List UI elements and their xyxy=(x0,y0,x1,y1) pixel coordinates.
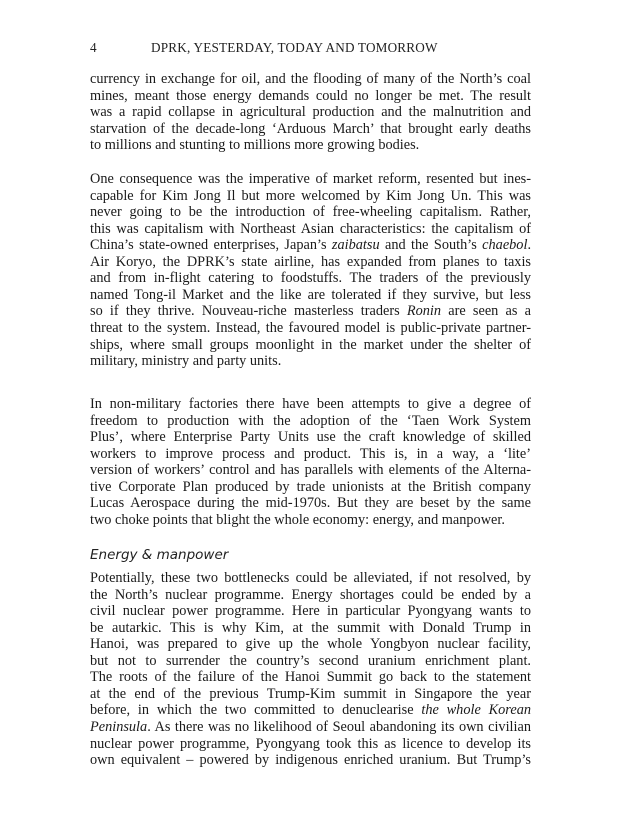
section-paragraph-line: Hanoi, was prepared to give up the whole Yongbyon nuclear facility, xyxy=(90,636,531,653)
section-paragraph-line: nuclear power programme, Pyongyang took this as licence to develop its xyxy=(90,735,531,752)
section-heading: Energy & manpower xyxy=(90,547,229,563)
paragraph-2-line: named Tong-il Market and the like are tolerated if they survive, but less xyxy=(90,286,531,303)
paragraph-3-line: two choke points that blight the whole economy: energy, and manpower. xyxy=(90,511,505,528)
paragraph-2-line: so if they thrive. Nouveau-riche masterless traders Ronin are seen as a xyxy=(90,303,531,320)
paragraph-2-line: Air Koryo, the DPRK’s state airline, has expanded from planes to taxis xyxy=(90,253,531,270)
paragraph-2-line: China’s state-owned enterprises, Japan’s zaibatsu and the South’s chaebol. xyxy=(90,237,532,254)
running-head-title: DPRK, YESTERDAY, TODAY AND TOMORROW xyxy=(151,40,438,55)
section-paragraph-line: the North’s nuclear programme. Energy shortages could be ended by a xyxy=(90,586,531,603)
paragraph-2-line: this was capitalism with Northeast Asian characteristics: the capitalism of xyxy=(90,220,531,237)
paragraph-2-line: threat to the system. Instead, the favoured model is public-private partner- xyxy=(90,319,531,336)
paragraph-1-line: currency in exchange for oil, and the flooding of many of the North’s coal xyxy=(90,71,531,87)
paragraph-2-line: ships, where small groups moonlight in the market under the shelter of xyxy=(90,336,531,353)
paragraph-1-line: mines, meant those energy demands could no longer be met. The result xyxy=(90,87,531,104)
section-paragraph-line: be autarkic. This is why Kim, at the summit with Donald Trump in xyxy=(90,619,531,636)
section-paragraph-line: civil nuclear power programme. Here in particular Pyongyang wants to xyxy=(90,603,531,620)
paragraph-3-line: Plus’, where Enterprise Party Units use the craft knowledge of skilled xyxy=(90,429,531,446)
paragraph-2-line: capable for Kim Jong Il but more welcomed by Kim Jong Un. This was xyxy=(90,187,531,204)
section-paragraph-line: The roots of the failure of the Hanoi Summit go back to the statement xyxy=(90,669,531,686)
paragraph-3-line: freedom to production with the adoption of the ‘Taen Work System xyxy=(90,412,531,429)
paragraph-1-line: was a rapid collapse in agricultural production and the malnutrition and xyxy=(90,104,531,121)
paragraph-3-line: Lucas Aerospace during the mid-1970s. But they are beset by the same xyxy=(90,495,531,512)
section-paragraph-line: at the end of the previous Trump-Kim summit in Singapore the year xyxy=(90,685,531,702)
paragraph-3-line: workers to improve process and product. This is, in a way, a ‘lite’ xyxy=(90,445,531,462)
paragraph-2-line: One consequence was the imperative of market reform, resented but ines- xyxy=(90,171,531,187)
paragraph-1-line: starvation of the decade-long ‘Arduous March’ that brought early deaths xyxy=(90,120,531,137)
section-paragraph-line: before, in which the two committed to denuclearise the whole Korean xyxy=(90,702,531,719)
paragraph-3-line: version of workers’ control and has parallels with elements of the Alterna- xyxy=(90,462,531,479)
paragraph-2-line: military, ministry and party units. xyxy=(90,353,282,370)
section-paragraph-line: Potentially, these two bottlenecks could be alleviated, if not resolved, by xyxy=(90,570,531,586)
section-paragraph-line: own equivalent – powered by indigenous enriched uranium. But Trump’s xyxy=(90,752,531,769)
section-paragraph-line: but not to surrender the country’s second uranium enrichment plant. xyxy=(90,652,531,669)
paragraph-3-line: In non-military factories there have been attempts to give a degree of xyxy=(90,396,531,412)
paragraph-2-line: never going to be the introduction of free-wheeling capitalism. Rather, xyxy=(90,204,531,221)
running-head xyxy=(90,40,531,58)
section-paragraph-line: Peninsula. As there was no likelihood of Seoul abandoning its own civilian xyxy=(90,718,531,735)
page-number: 4 xyxy=(90,40,97,55)
paragraph-1-line: to millions and stunting to millions more growing bodies. xyxy=(90,137,420,154)
paragraph-2-line: and from in-flight catering to foodstuffs. The traders of the previously xyxy=(90,270,531,287)
paragraph-3-line: tive Corporate Plan produced by trade unionists at the British company xyxy=(90,478,531,495)
